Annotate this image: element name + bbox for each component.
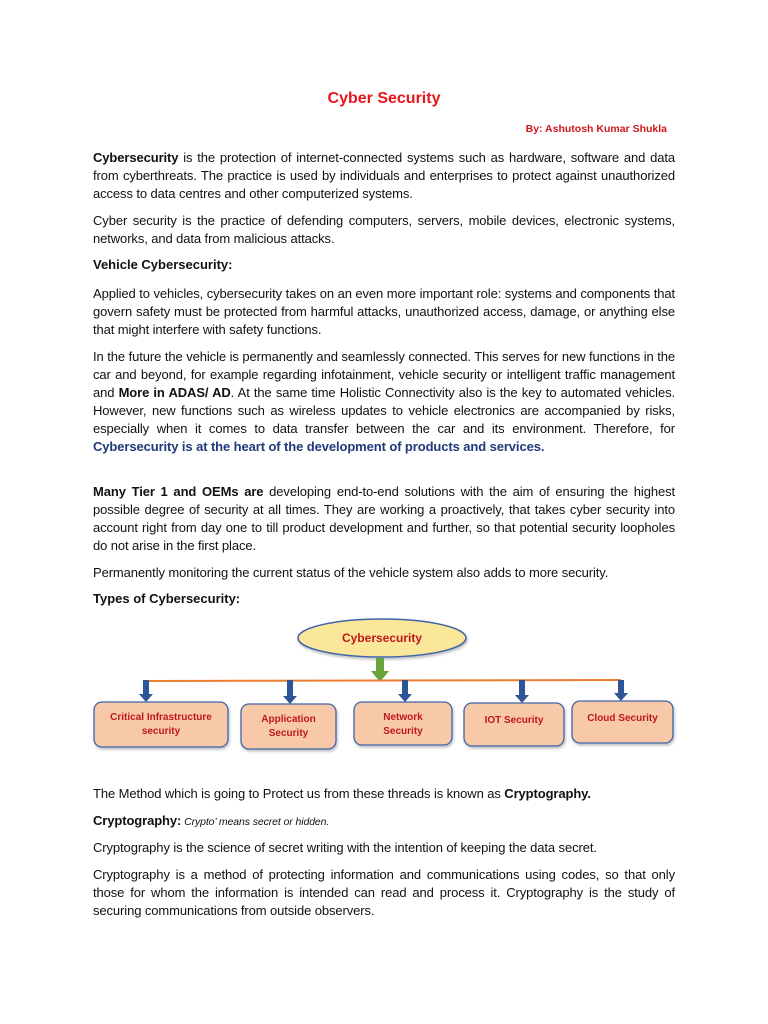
diagram-node-label: Security [383, 726, 423, 737]
down-arrow-icon [139, 694, 153, 702]
tier-highlight: Many Tier 1 and OEMs are [93, 484, 264, 499]
diagram-node-label: Network [383, 712, 423, 723]
diagram-node-box [354, 702, 452, 745]
diagram-node-label: IOT Security [484, 715, 544, 726]
future-text-2: . At the same time Holistic Connectivity also is the key to automated vehicles. However, new functions such as wireless updates to vehicle electronics are accompanied by risks, especially when it comes to data transfer between the car and its environment. Therefore, for [93, 385, 676, 436]
diagram-node-label: Application [261, 714, 316, 725]
down-arrow-shaft [143, 680, 149, 696]
monitoring-paragraph: Permanently monitoring the current status of the vehicle system also adds to more security. [93, 565, 609, 580]
method-highlight: Cryptography. [504, 786, 591, 801]
method-text: The Method which is going to Protect us from these threads is known as [93, 786, 505, 801]
adas-highlight: More in ADAS/ AD [118, 385, 231, 400]
diagram-node-box [94, 702, 228, 747]
crypto-paragraph-2: Cryptography is a method of protecting information and communications using codes, so that only those for whom the information is intended can read and process it. Cryptography is the study of securing communications from outside observers. [93, 867, 675, 918]
document-title: Cyber Security [327, 90, 441, 107]
diagram-node-2 [241, 680, 336, 749]
vehicle-heading: Vehicle Cybersecurity: [93, 257, 233, 272]
down-arrow-icon [614, 693, 628, 701]
down-arrow-shaft [402, 680, 408, 696]
future-text-1: In the future the vehicle is permanently and seamlessly connected. This serves for new functions in the car and beyond, for example regarding infotainment, vehicle security or intelligent traffic management and [93, 349, 675, 400]
down-arrow-shaft [618, 680, 624, 695]
down-arrow-icon [398, 694, 412, 702]
document-author: By: Ashutosh Kumar Shukla [525, 123, 667, 135]
root-down-arrow-icon [371, 658, 389, 682]
diagram-children [94, 680, 673, 749]
intro-text: is the protection of internet-connected systems such as hardware, software and data from cyberthreats. The practice is used by individuals and enterprises to protect against unauthorized access to data centres and other computerized systems. [93, 150, 675, 201]
diagram-node-label: Security [268, 728, 309, 739]
tier-text: developing end-to-end solutions with the aim of ensuring the highest possible degree of security at all times. They are working a proactively, that takes cyber security into account right from day one to till product development and further, so that potential security loopholes do not arise in the first place. [93, 484, 675, 553]
diagram-node-1 [94, 680, 228, 747]
intro-paragraph-2: Cyber security is the practice of defending computers, servers, mobile devices, electronic systems, networks, and data from malicious attacks. [93, 213, 675, 246]
diagram-node-3 [354, 680, 452, 745]
diagram-node-5 [572, 680, 673, 743]
heart-highlight: Cybersecurity is at the heart of the development of products and services. [93, 439, 545, 454]
crypto-paragraph-1: Cryptography is the science of secret writing with the intention of keeping the data secret. [93, 840, 597, 855]
diagram-root-label: Cybersecurity [341, 631, 423, 645]
diagram-node-4 [464, 680, 564, 746]
diagram-node-box [241, 704, 336, 749]
crypto-heading: Cryptography: [93, 813, 182, 828]
types-heading: Types of Cybersecurity: [93, 591, 241, 606]
diagram-node-label: Critical Infrastructure [110, 712, 212, 723]
diagram-connector-line [146, 680, 621, 681]
vehicle-paragraph: Applied to vehicles, cybersecurity takes on an even more important role: systems and components that govern safety must be protected from harmful attacks, unauthorized access, damage, or anything else that might interfere with safety functions. [93, 286, 675, 337]
diagram-node-label: security [141, 726, 181, 737]
down-arrow-shaft [519, 680, 525, 697]
crypto-definition: Crypto’ means secret or hidden. [181, 816, 330, 828]
down-arrow-icon [283, 696, 297, 704]
diagram-node-label: Cloud Security [587, 713, 658, 724]
down-arrow-icon [515, 695, 529, 703]
down-arrow-shaft [287, 680, 293, 698]
intro-term: Cybersecurity [93, 150, 179, 165]
